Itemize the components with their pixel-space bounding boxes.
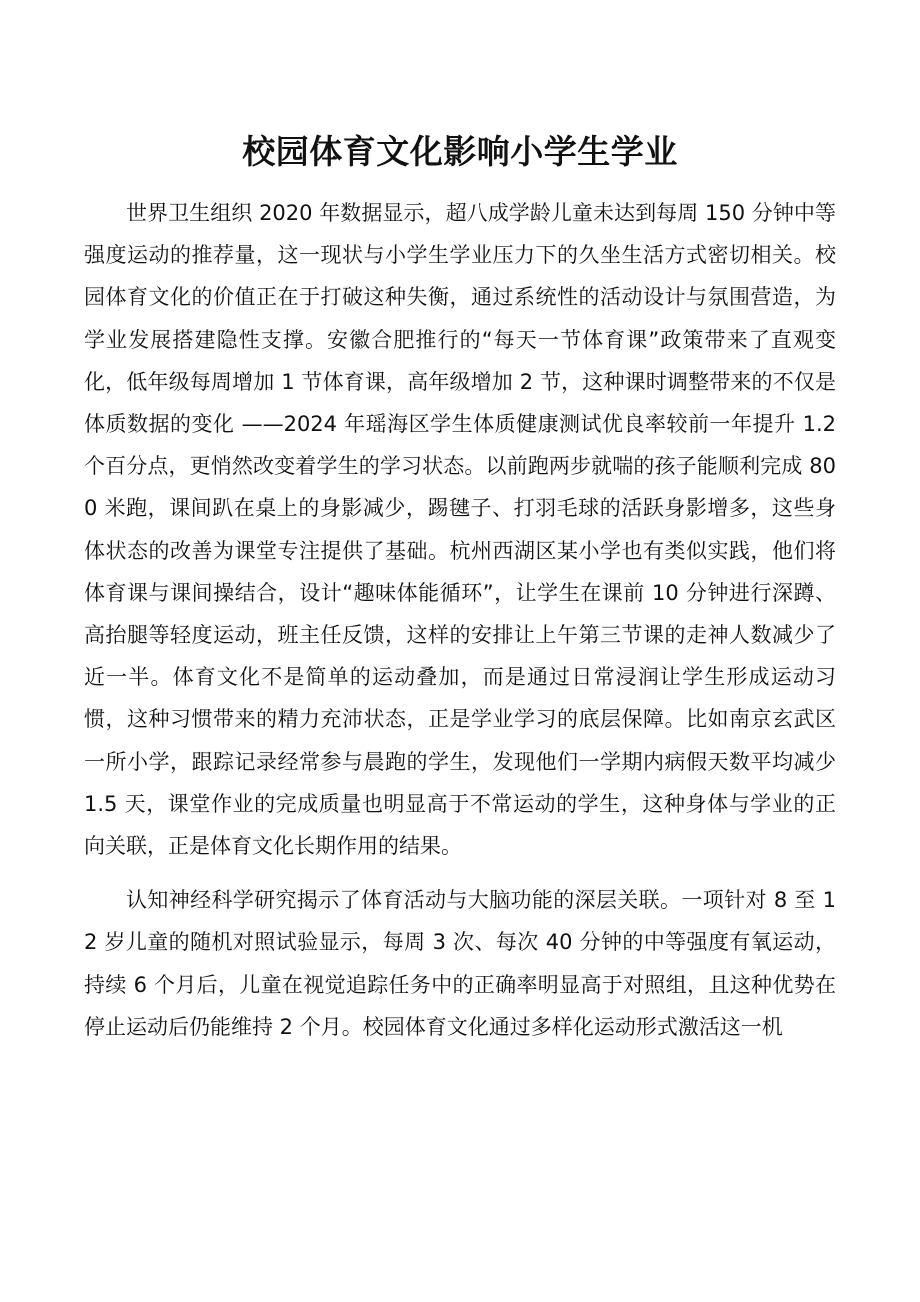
document-body (84, 192, 836, 1060)
paragraph: 认知神经科学研究揭示了体育活动与大脑功能的深层关联。一项针对 8 至 12 岁儿童的随机对照试验显示，每周 3 次、每次 40 分钟的中等强度有氧运动，持续 6 个月后，儿童在视觉追踪任务中的正确率明显高于对照组，且这种优势在停止运动后仍能维持 2 个月。校园体育文化通过多样化运动形式激活这一机 (84, 888, 836, 1039)
paragraph: 世界卫生组织 2020 年数据显示，超八成学龄儿童未达到每周 150 分钟中等强度运动的推荐量，这一现状与小学生学业压力下的久坐生活方式密切相关。校园体育文化的价值正在于打破这种失衡，通过系统性的活动设计与氛围营造，为学业发展搭建隐性支撑。安徽合肥推行的“每天一节体育课”政策带来了直观变化，低年级每周增加 1 节体育课，高年级增加 2 节，这种课时调整带来的不仅是体质数据的变化 ——2024 年瑶海区学生体质健康测试优良率较前一年提升 1.2 个百分点，更悄然改变着学生的学习状态。以前跑两步就喘的孩子能顺利完成 800 米跑，课间趴在桌上的身影减少，踢毽子、打羽毛球的活跃身影增多，这些身体状态的改善为课堂专注提供了基础。杭州西湖区某小学也有类似实践，他们将体育课与课间操结合，设计“趣味体能循环”，让学生在课前 10 分钟进行深蹲、高抬腿等轻度运动，班主任反馈，这样的安排让上午第三节课的走神人数减少了近一半。体育文化不是简单的运动叠加，而是通过日常浸润让学生形成运动习惯，这种习惯带来的精力充沛状态，正是学业学习的底层保障。比如南京玄武区一所小学，跟踪记录经常参与晨跑的学生，发现他们一学期内病假天数平均减少 1.5 天，课堂作业的完成质量也明显高于不常运动的学生，这种身体与学业的正向关联，正是体育文化长期作用的结果。 (84, 201, 836, 859)
document-title: 校园体育文化影响小学生学业 (242, 132, 678, 171)
